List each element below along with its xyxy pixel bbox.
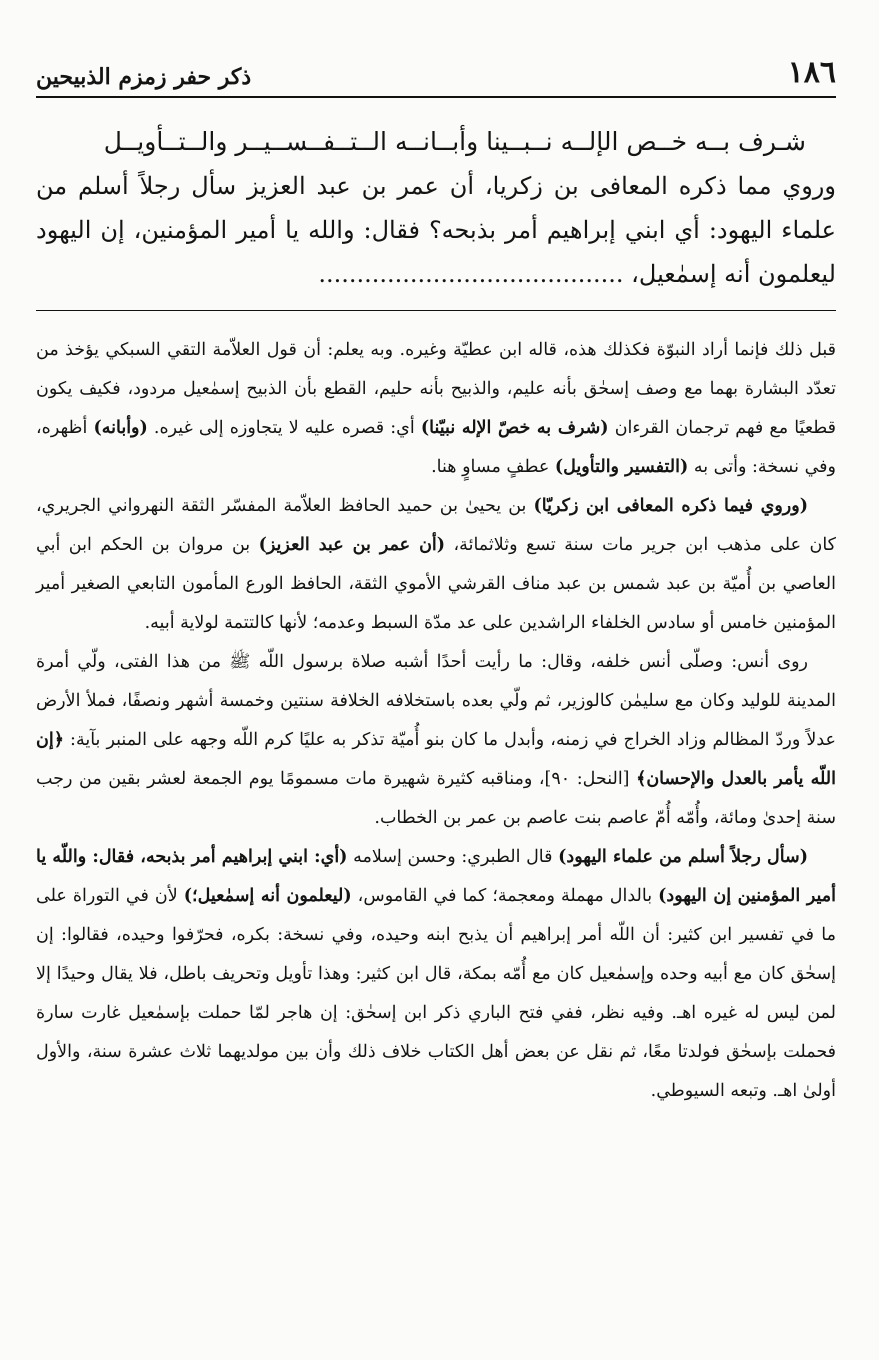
text-run: بن مروان بن الحكم ابن أبي العاصي بن أُميّة بن عبد شمس بن عبد مناف القرشي الأموي الثقة، الحافظ الورع المأمون التابعي الصغير أمير المؤمنين خامس أو سادس الخلفاء الراشدين على عد مدّة السبط وعدمه؛ لأنها كالتتمة لولاية أبيه. xyxy=(36,535,836,633)
quran-verse: ﴿إن اللّه يأمر بالعدل والإحسان﴾ xyxy=(36,730,836,789)
text-run: بن يحيىٰ بن حميد الحافظ العلاّمة المفسّر الثقة النهرواني الجريري، كان على مذهب ابن جرير مات سنة تسع وثلاثمائة، xyxy=(36,496,836,555)
commentary-paragraph-3 xyxy=(36,643,836,838)
quoted-term: (شرف به خصّ الإله نبيّنا) xyxy=(420,418,609,438)
quoted-term: (التفسير والتأويل) xyxy=(554,457,689,477)
commentary-paragraph-4 xyxy=(36,838,836,1111)
commentary-paragraph-2 xyxy=(36,487,836,643)
page-number: ١٨٦ xyxy=(787,55,836,90)
quoted-term: (وأبانه) xyxy=(93,418,148,438)
quoted-term: (سأل رجلاً أسلم من علماء اليهود) xyxy=(558,847,808,867)
quoted-term: (وروي فيما ذكره المعافى ابن زكريّا) xyxy=(533,496,808,516)
text-run: قبل ذلك فإنما أراد النبوّة فكذلك هذه، قاله ابن عطيّة وغيره. وبه يعلم: أن قول العلاّمة التقي السبكي يؤخذ من تعدّد البشارة بهما مع وصف إسحٰق بأنه عليم، والذبيح بأنه حليم، القطع بأن الذبيح إسمٰعيل مردود، فكيف يكون قطعيًا مع فهم ترجمان القرءان xyxy=(36,340,836,438)
main-paragraph-block xyxy=(36,164,836,296)
separator-line xyxy=(36,310,836,311)
text-run: أي: قصره عليه لا يتجاوزه إلى غيره. xyxy=(147,418,421,438)
text-run: بالدال مهملة ومعجمة؛ كما في القاموس، xyxy=(351,886,659,906)
quoted-term: (أي: ابني إبراهيم أمر بذبحه، فقال: واللّه يا أمير المؤمنين إن اليهود) xyxy=(36,847,836,906)
poetry-verse: شـرف بــه خــص الإلــه نــبــينا وأبــانــه الــتــفــســيــر والــتــأويــل xyxy=(103,127,806,156)
text-run: أظهره، وفي نسخة: وأتى به xyxy=(36,418,836,477)
text-run: لأن في التوراة على ما في تفسير ابن كثير: أن اللّه أمر إبراهيم أن يذبح ابنه وحيده، وفي نسخة: بكره، فحرّفوا وحيده، فقالوا: إن إسحٰق كان مع أبيه وحده وإسمٰعيل كان مع أُمّه بمكة، قال ابن كثير: وهذا تأويل وتحريف باطل، فلا يقال وحيدًا إلا لمن ليس له غيره اهـ. وفيه نظر، ففي فتح الباري ذكر ابن إسحٰق: إن هاجر لمّا حملت بإسمٰعيل غارت سارة فحملت بإسحٰق فولدتا معًا، ثم نقل عن بعض أهل الكتاب خلاف ذلك وأن بين مولديهما ثلاث عشرة سنة، والأول أولىٰ اهـ. وتبعه السيوطي. xyxy=(36,886,836,1101)
main-paragraph: وروي مما ذكره المعافى بن زكريا، أن عمر بن عبد العزيز سأل رجلاً أسلم من علماء اليهود: أي ابني إبراهيم أمر بذبحه؟ فقال: والله يا أمير المؤمنين، إن اليهود ليعلمون أنه إسمٰعيل، ........................................ xyxy=(36,172,836,288)
text-run: عطفٍ مساوٍ هنا. xyxy=(431,457,555,477)
text-run: قال الطبري: وحسن إسلامه xyxy=(347,847,559,867)
main-text xyxy=(36,120,836,296)
running-title: ذكر حفر زمزم الذبيحين xyxy=(36,64,252,90)
commentary xyxy=(36,331,836,1111)
text-run: روى أنس: وصلّى أنس خلفه، وقال: ما رأيت أحدًا أشبه صلاة برسول اللّه ﷺ من هذا الفتى، ولّي أمرة المدينة للوليد وكان مع سليمٰن كالوزير، ثم ولّي بعده باستخلافه الخلافة سنتين وخمسة أشهر ونصفًا، فملأ الأرض عدلاً وردّ المظالم وزاد الخراج في زمنه، وأبدل ما كان بنو أُميّة تذكر به عليًا كرم اللّه وجهه على المنبر بآية: xyxy=(36,652,836,750)
quoted-term: (ليعلمون أنه إسمٰعيل؛) xyxy=(183,886,352,906)
commentary-paragraph-1 xyxy=(36,331,836,487)
book-page xyxy=(36,48,836,1111)
text-run: [النحل: ٩٠]، ومناقبه كثيرة شهيرة مات مسمومًا يوم الجمعة لعشر بقين من رجب سنة إحدىٰ ومائة، وأُمّه أُمّ عاصم بنت عاصم بن عمر بن الخطاب. xyxy=(36,769,836,828)
quoted-term: (أن عمر بن عبد العزيز) xyxy=(258,535,446,555)
page-header xyxy=(36,48,836,98)
